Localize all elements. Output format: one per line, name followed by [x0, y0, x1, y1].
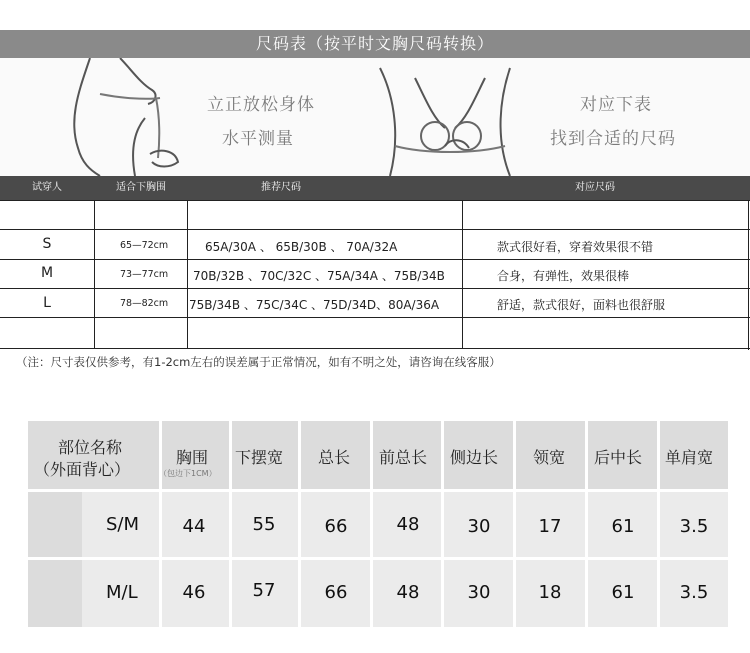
header-hem-width: 下摆宽	[235, 448, 284, 467]
measuring-illustration	[0, 58, 750, 176]
value-cell: 66	[324, 582, 348, 603]
size-cell: S	[42, 236, 52, 252]
column-header-corresponding: 对应尺码	[575, 182, 615, 193]
value-cell: 48	[396, 514, 420, 535]
size-chart-column-headers	[0, 176, 750, 200]
value-cell: 18	[538, 582, 562, 603]
recommended-cell: 75B/34B 、75C/34C 、75D/34D、80A/36A	[189, 298, 440, 312]
bust-measuring-illustration	[375, 58, 525, 176]
torso-measuring-illustration	[60, 58, 190, 176]
value-cell: 61	[611, 516, 635, 537]
header-shoulder-width: 单肩宽	[665, 448, 714, 467]
description-cell: 款式很好看，穿着效果很不错	[497, 240, 654, 254]
header-side-length: 侧边长	[450, 448, 499, 467]
column-header-wearer: 试穿人	[32, 182, 62, 193]
corner-label-line-1: 部位名称	[58, 438, 123, 457]
value-cell: 66	[324, 516, 348, 537]
recommended-cell: 70B/32B 、70C/32C 、75A/34A 、75B/34B	[193, 269, 445, 283]
value-cell: 3.5	[679, 516, 709, 537]
instruction-line-2: 水平测量	[222, 129, 294, 149]
range-cell: 73—77cm	[120, 269, 169, 280]
row-size-label: M/L	[106, 582, 138, 603]
header-front-length: 前总长	[379, 448, 428, 467]
header-neck-width: 领宽	[533, 448, 566, 467]
value-cell: 30	[467, 582, 491, 603]
value-cell: 3.5	[679, 582, 709, 603]
value-cell: 17	[538, 516, 562, 537]
measurement-table	[28, 421, 728, 627]
description-cell: 舒适，款式很好，面料也很舒服	[497, 298, 666, 312]
size-cell: L	[43, 295, 51, 311]
description-cell: 合身，有弹性，效果很棒	[497, 269, 630, 283]
column-header-recommended: 推荐尺码	[261, 182, 301, 193]
value-cell: 55	[252, 514, 276, 535]
instruction-line-4: 找到合适的尺码	[550, 129, 676, 149]
header-total-length: 总长	[318, 448, 351, 467]
value-cell: 44	[182, 516, 206, 537]
value-cell: 61	[611, 582, 635, 603]
instruction-line-3: 对应下表	[580, 95, 652, 115]
size-chart-title: 尺码表（按平时文胸尺码转换）	[0, 30, 750, 58]
range-cell: 78—82cm	[120, 298, 169, 309]
value-cell: 30	[467, 516, 491, 537]
header-back-length: 后中长	[594, 448, 643, 467]
header-chest: 胸围	[176, 448, 209, 467]
corner-label-line-2: （外面背心）	[34, 460, 131, 479]
header-chest-note: （包边下1CM）	[159, 469, 217, 478]
size-chart-table	[0, 200, 750, 350]
instruction-line-1: 立正放松身体	[207, 95, 315, 115]
recommended-cell: 65A/30A 、 65B/30B 、 70A/32A	[205, 240, 398, 254]
size-chart-note: （注：尺寸表仅供参考，有1-2cm左右的误差属于正常情况，如有不明之处，请咨询在线客服）	[16, 355, 501, 369]
row-size-label: S/M	[106, 514, 140, 535]
range-cell: 65—72cm	[120, 240, 169, 251]
size-cell: M	[40, 265, 54, 281]
column-header-underbust: 适合下胸围	[116, 182, 166, 193]
value-cell: 57	[252, 580, 276, 601]
value-cell: 48	[396, 582, 420, 603]
value-cell: 46	[182, 582, 206, 603]
